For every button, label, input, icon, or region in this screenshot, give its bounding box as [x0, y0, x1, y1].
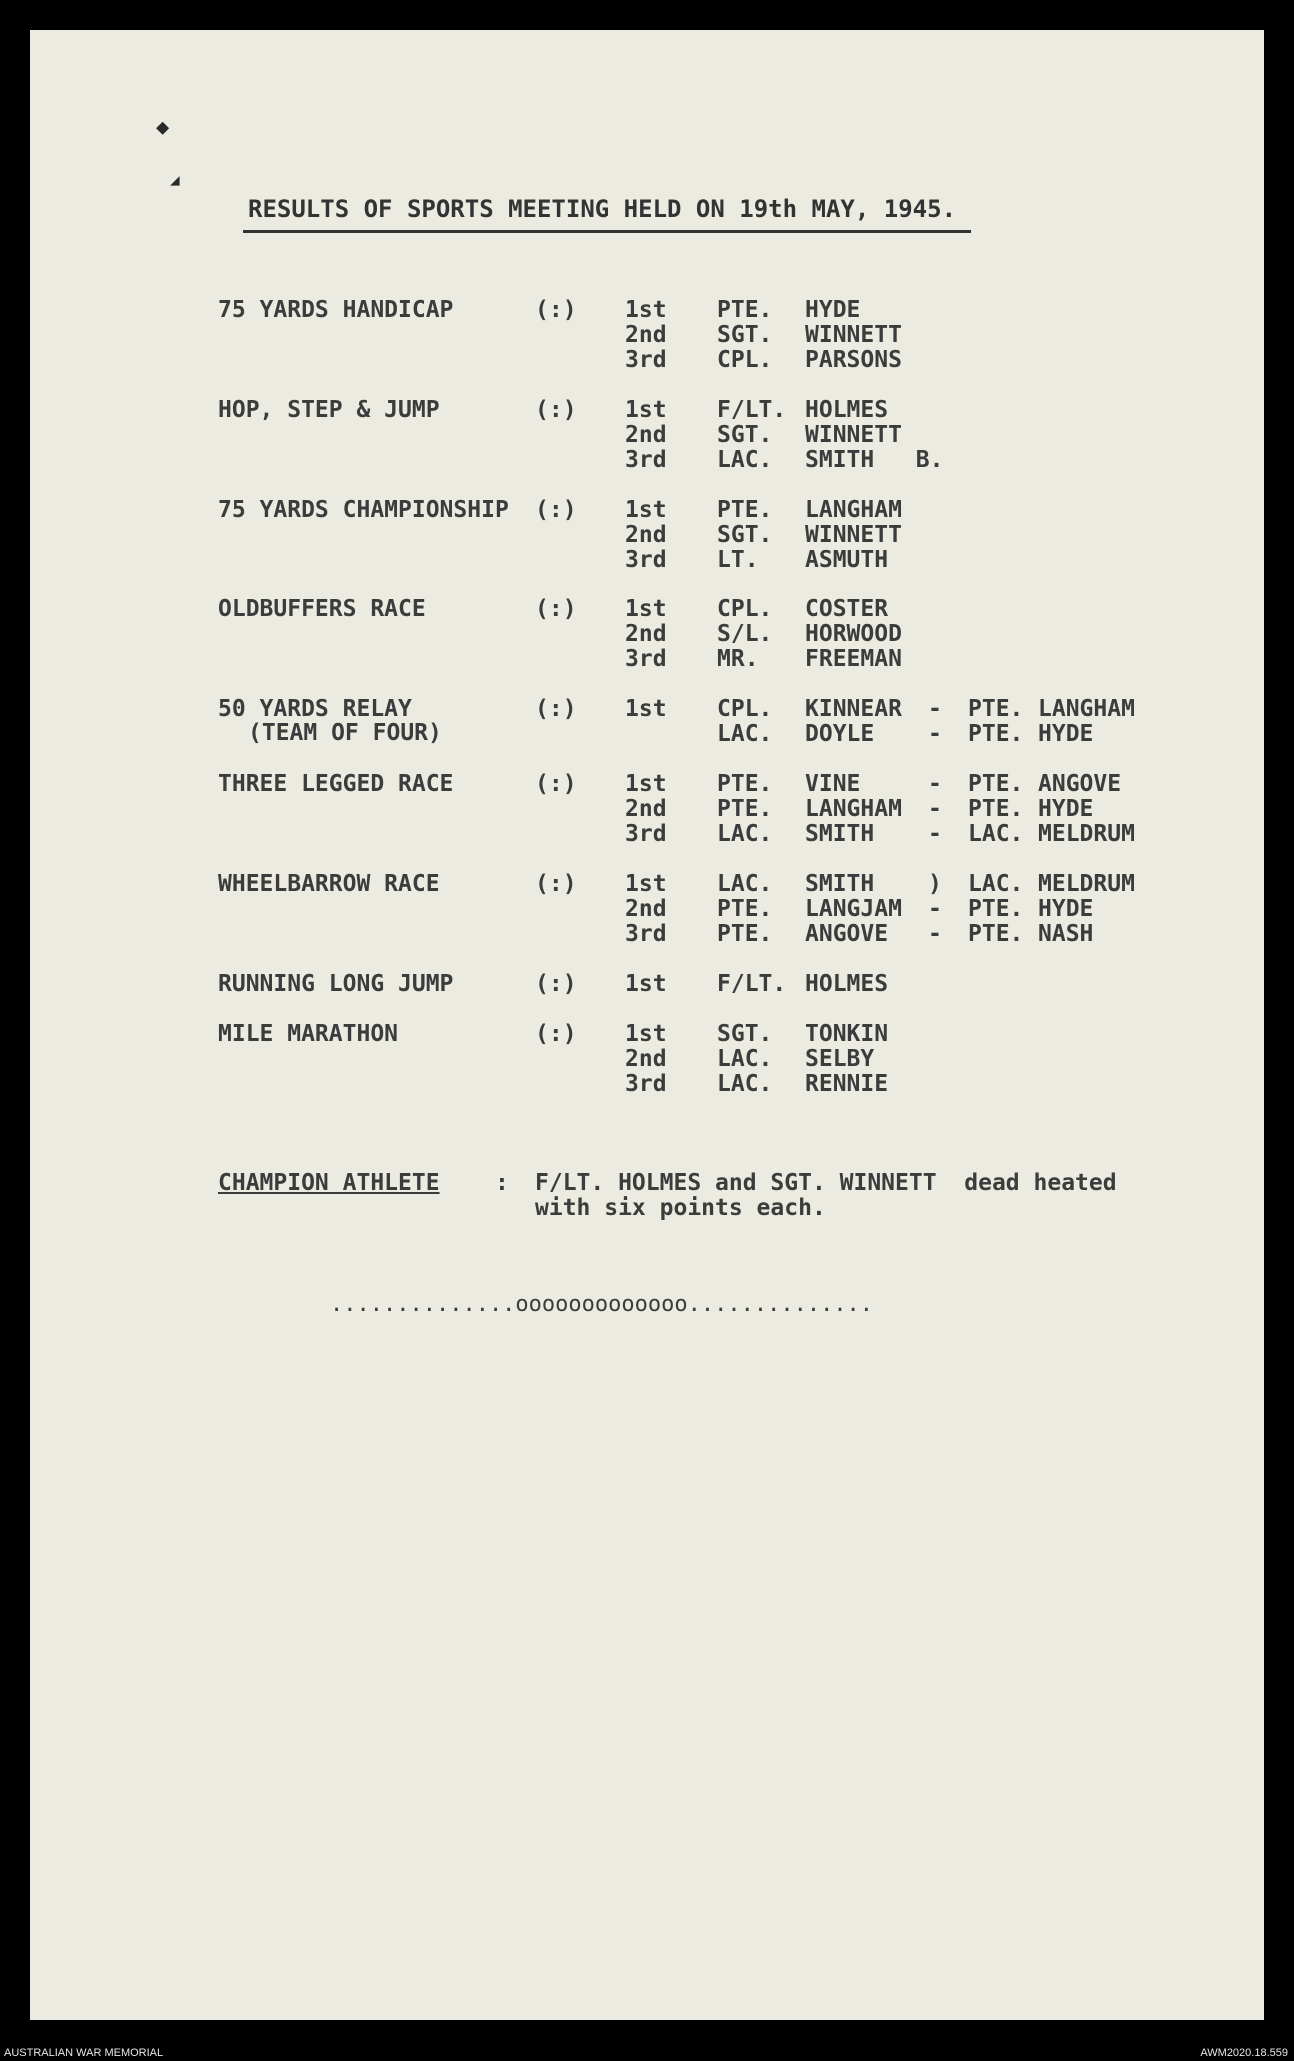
result-name: PARSONS [805, 347, 902, 373]
result-rank: CPL. [717, 596, 773, 622]
result-rank: LAC. [717, 721, 773, 747]
partner-rank: PTE. [968, 921, 1024, 947]
result-name: SMITH [805, 821, 875, 847]
event-name: WHEELBARROW RACE [218, 871, 440, 897]
event-colon: (:) [535, 397, 577, 423]
partner-rank: LAC. [968, 871, 1024, 897]
partner-separator: - [928, 921, 942, 947]
result-rank: LAC. [717, 1046, 773, 1072]
result-name: WINNETT [805, 422, 902, 448]
result-place: 1st [625, 397, 667, 423]
event-colon: (:) [535, 297, 577, 323]
partner-separator: - [928, 896, 942, 922]
event-name: HOP, STEP & JUMP [218, 397, 440, 423]
result-name: HOLMES [805, 971, 889, 997]
archive-credit: AUSTRALIAN WAR MEMORIAL [4, 2047, 164, 2059]
result-place: 1st [625, 297, 667, 323]
event-name: RUNNING LONG JUMP [218, 971, 454, 997]
archive-reference: AWM2020.18.559 [1200, 2047, 1288, 2059]
partner-separator: - [928, 696, 942, 722]
result-name: LANGHAM [805, 497, 902, 523]
partner-name: LANGHAM [1038, 696, 1135, 722]
result-name: HOLMES [805, 397, 889, 423]
event-colon: (:) [535, 696, 577, 722]
document-title: RESULTS OF SPORTS MEETING HELD ON 19th MAY, 1945. [248, 195, 957, 223]
result-rank: F/LT. [717, 397, 787, 423]
partner-name: ANGOVE [1038, 771, 1122, 797]
result-place: 1st [625, 971, 667, 997]
result-place: 1st [625, 1021, 667, 1047]
champion-label: CHAMPION ATHLETE [218, 1170, 440, 1196]
result-rank: CPL. [717, 347, 773, 373]
result-name: WINNETT [805, 522, 902, 548]
partner-separator: - [928, 721, 942, 747]
result-rank: LAC. [717, 1071, 773, 1097]
event-name: 75 YARDS HANDICAP [218, 297, 454, 323]
result-name: WINNETT [805, 322, 902, 348]
title-underline [243, 230, 971, 233]
partner-rank: PTE. [968, 771, 1024, 797]
result-rank: SGT. [717, 1021, 773, 1047]
result-name: KINNEAR [805, 696, 902, 722]
result-name: ANGOVE [805, 921, 889, 947]
partner-separator: ) [928, 871, 942, 897]
result-rank: MR. [717, 646, 759, 672]
result-rank: F/LT. [717, 971, 787, 997]
result-name: HYDE [805, 297, 861, 323]
result-name: SMITH B. [805, 447, 944, 473]
result-place: 2nd [625, 322, 667, 348]
partner-separator: - [928, 796, 942, 822]
result-place: 3rd [625, 821, 667, 847]
result-place: 2nd [625, 422, 667, 448]
partner-rank: PTE. [968, 896, 1024, 922]
champion-line-2: with six points each. [535, 1195, 826, 1221]
result-name: ASMUTH [805, 547, 889, 573]
partner-rank: LAC. [968, 821, 1024, 847]
result-rank: PTE. [717, 921, 773, 947]
partner-rank: PTE. [968, 721, 1024, 747]
event-name: OLDBUFFERS RACE [218, 596, 426, 622]
event-subtitle: (TEAM OF FOUR) [248, 720, 442, 746]
result-name: SMITH [805, 871, 875, 897]
event-colon: (:) [535, 871, 577, 897]
champion-line-1: F/LT. HOLMES and SGT. WINNETT dead heated [535, 1170, 1117, 1196]
result-place: 2nd [625, 1046, 667, 1072]
result-rank: SGT. [717, 522, 773, 548]
ink-speck: ◆ [156, 115, 170, 140]
result-name: RENNIE [805, 1071, 889, 1097]
result-place: 1st [625, 497, 667, 523]
result-place: 2nd [625, 796, 667, 822]
result-rank: PTE. [717, 497, 773, 523]
result-name: VINE [805, 771, 861, 797]
champion-colon: : [495, 1170, 509, 1196]
result-name: LANGJAM [805, 896, 902, 922]
result-rank: LT. [717, 547, 759, 573]
result-place: 3rd [625, 447, 667, 473]
event-name: 75 YARDS CHAMPIONSHIP [218, 497, 509, 523]
result-place: 1st [625, 596, 667, 622]
event-colon: (:) [535, 596, 577, 622]
partner-name: HYDE [1038, 721, 1094, 747]
result-name: SELBY [805, 1046, 875, 1072]
closing-divider: ..............ooooooooooooo.............. [330, 1292, 874, 1317]
result-rank: LAC. [717, 821, 773, 847]
result-place: 2nd [625, 896, 667, 922]
event-name: 50 YARDS RELAY [218, 696, 412, 722]
result-rank: SGT. [717, 322, 773, 348]
result-name: HORWOOD [805, 621, 902, 647]
result-place: 3rd [625, 921, 667, 947]
result-place: 1st [625, 771, 667, 797]
partner-name: HYDE [1038, 896, 1094, 922]
event-colon: (:) [535, 971, 577, 997]
partner-name: MELDRUM [1038, 821, 1135, 847]
result-rank: PTE. [717, 771, 773, 797]
result-place: 2nd [625, 621, 667, 647]
result-place: 3rd [625, 646, 667, 672]
partner-name: HYDE [1038, 796, 1094, 822]
result-rank: SGT. [717, 422, 773, 448]
result-name: DOYLE [805, 721, 875, 747]
result-place: 1st [625, 696, 667, 722]
result-rank: PTE. [717, 796, 773, 822]
result-name: LANGHAM [805, 796, 902, 822]
partner-separator: - [928, 821, 942, 847]
result-place: 3rd [625, 347, 667, 373]
result-rank: S/L. [717, 621, 773, 647]
result-place: 3rd [625, 1071, 667, 1097]
result-place: 3rd [625, 547, 667, 573]
result-rank: PTE. [717, 896, 773, 922]
event-colon: (:) [535, 771, 577, 797]
document-page [30, 30, 1264, 2020]
partner-name: NASH [1038, 921, 1094, 947]
result-place: 2nd [625, 522, 667, 548]
result-rank: CPL. [717, 696, 773, 722]
result-rank: PTE. [717, 297, 773, 323]
result-place: 1st [625, 871, 667, 897]
event-colon: (:) [535, 1021, 577, 1047]
partner-name: MELDRUM [1038, 871, 1135, 897]
result-rank: LAC. [717, 447, 773, 473]
result-name: FREEMAN [805, 646, 902, 672]
event-name: MILE MARATHON [218, 1021, 399, 1047]
event-name: THREE LEGGED RACE [218, 771, 454, 797]
event-colon: (:) [535, 497, 577, 523]
partner-rank: PTE. [968, 696, 1024, 722]
partner-rank: PTE. [968, 796, 1024, 822]
result-name: TONKIN [805, 1021, 889, 1047]
ink-speck: ◢ [170, 170, 180, 189]
partner-separator: - [928, 771, 942, 797]
result-name: COSTER [805, 596, 889, 622]
result-rank: LAC. [717, 871, 773, 897]
